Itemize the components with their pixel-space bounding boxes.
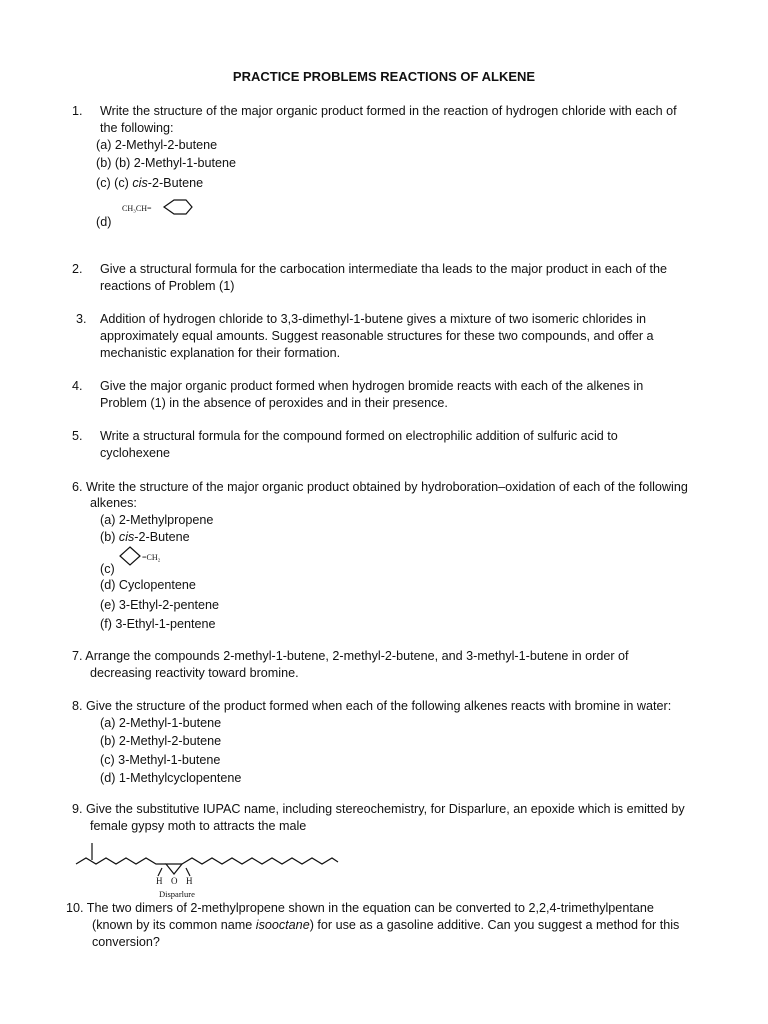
svg-text:=CH₂: =CH₂	[142, 553, 161, 562]
disparlure-structure	[74, 838, 344, 900]
structure-caption: Disparlure	[159, 889, 195, 899]
question-text-line: Addition of hydrogen chloride to 3,3-dimethyl-1-butene gives a mixture of two isomeric chlorides in	[100, 312, 647, 326]
question-text-line: 8. Give the structure of the product formed when each of the following alkenes reacts with bromine in water:	[72, 699, 672, 713]
question-text-line: Write the structure of the major organic product formed in the reaction of hydrogen chloride with each of	[100, 104, 677, 118]
question-text-line: decreasing reactivity toward bromine.	[90, 666, 299, 680]
hydrogen-label: H	[186, 876, 193, 886]
question-text-line: Write a structural formula for the compound formed on electrophilic addition of sulfuric acid to	[100, 429, 618, 443]
question-text-line: Give the major organic product formed when hydrogen bromide reacts with each of the alkenes in	[100, 379, 644, 393]
option-d: (d)	[96, 215, 112, 229]
option-d: (d) 1-Methylcyclopentene	[100, 771, 242, 785]
question-text-line: reactions of Problem (1)	[100, 279, 235, 293]
ethylidene-cyclohexane-structure	[120, 196, 200, 228]
option-b: (b) (b) 2-Methyl-1-butene	[96, 156, 236, 170]
question-text-line: 10. The two dimers of 2-methylpropene shown in the equation can be converted to 2,2,4-trimethylpentane	[66, 901, 654, 915]
option-a: (a) 2-Methyl-1-butene	[100, 716, 222, 730]
option-a: (a) 2-Methyl-2-butene	[96, 138, 218, 152]
option-b: (b) 2-Methyl-2-butene	[100, 734, 222, 748]
question-text-line: cyclohexene	[100, 446, 171, 460]
svg-text:CH₃CH=: CH₃CH=	[122, 204, 152, 213]
question-number: 1.	[72, 104, 83, 118]
question-text-line: conversion?	[92, 935, 160, 949]
question-text-line: approximately equal amounts. Suggest reasonable structures for these two compounds, and offer a	[100, 329, 654, 343]
page-title: PRACTICE PROBLEMS REACTIONS OF ALKENE	[232, 69, 536, 84]
question-text-line: 9. Give the substitutive IUPAC name, including stereochemistry, for Disparlure, an epoxide which is emitted by	[72, 802, 685, 816]
question-number: 5.	[72, 429, 83, 443]
question-text-line: (known by its common name isooctane) for use as a gasoline additive. Can you suggest a method for this	[92, 918, 680, 932]
oxygen-label: O	[171, 876, 178, 886]
option-e: (e) 3-Ethyl-2-pentene	[100, 598, 220, 612]
question-text-line: 6. Write the structure of the major organic product obtained by hydroboration–oxidation of each of the following	[72, 480, 688, 494]
question-text-line: alkenes:	[90, 496, 137, 510]
option-a: (a) 2-Methylpropene	[100, 513, 214, 527]
option-c: (c) (c) cis-2-Butene	[96, 176, 204, 190]
question-text-line: Give a structural formula for the carbocation intermediate tha leads to the major product in each of the	[100, 262, 668, 276]
question-text-line: mechanistic explanation for their formation.	[100, 346, 341, 360]
hydrogen-label: H	[156, 876, 163, 886]
question-text-line: female gypsy moth to attracts the male	[90, 819, 307, 833]
option-b: (b) cis-2-Butene	[100, 530, 190, 544]
question-number: 2.	[72, 262, 83, 276]
option-c: (c) 3-Methyl-1-butene	[100, 753, 221, 767]
methylenecyclobutane-structure	[118, 545, 188, 573]
option-c: (c)	[100, 562, 115, 576]
question-text-line: 7. Arrange the compounds 2-methyl-1-butene, 2-methyl-2-butene, and 3-methyl-1-butene in order of	[72, 649, 629, 663]
option-d: (d) Cyclopentene	[100, 578, 196, 592]
question-number: 4.	[72, 379, 83, 393]
question-text-line: the following:	[100, 121, 174, 135]
question-number: 3.	[76, 312, 87, 326]
question-text-line: Problem (1) in the absence of peroxides and in their presence.	[100, 396, 448, 410]
option-f: (f) 3-Ethyl-1-pentene	[100, 617, 216, 631]
